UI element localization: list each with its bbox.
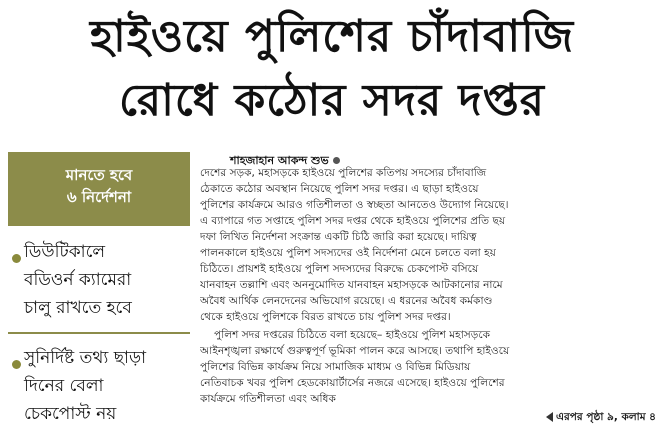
article-line: নেতিবাচক খবর পুলিশ হেডকোয়ার্টার্সের নজরে এসেছে। হাইওয়ে পুলিশের	[200, 377, 505, 389]
highlight-line: সুনির্দিষ্ট তথ্য ছাড়া	[24, 348, 147, 368]
headline-line-1: হাইওয়ে পুলিশের চাঁদাবাজি	[89, 11, 575, 62]
highlight-line: বডিওর্ন ক্যামেরা	[24, 270, 132, 290]
article-line: ঠেকাতে কঠোর অবস্থান নিয়েছে পুলিশ সদর দপ্তর। এ ছাড়া হাইওয়ে	[200, 183, 479, 195]
highlight-line: চেকপোস্ট নয়	[24, 404, 117, 424]
highlight-line: দিনের বেলা	[24, 376, 104, 396]
kicker-line: মানতে হবে	[65, 166, 133, 184]
article-line: দেশের সড়ক, মহাসড়কে হাইওয়ে পুলিশের কতিপয় সদস্যের চাঁদাবাজি	[200, 167, 487, 179]
article-line: আইনশৃঙ্খলা রক্ষার্থে গুরুত্বপূর্ণ ভূমিকা পালন করে আসছে। তথাপি হাইওয়ে	[200, 345, 510, 357]
article-line: পুলিশের কার্যক্রমে আরও গতিশীলতা ও স্বচ্ছতা আনতেও উদ্যোগ নিয়েছে।	[200, 199, 509, 211]
continuation-note	[546, 410, 656, 427]
article-line: এ ব্যাপারে গত সপ্তাহে পুলিশ সদর দপ্তর থেকে হাইওয়ে পুলিশের প্রতি ছয়	[200, 215, 506, 227]
article-line: দফা লিখিত নির্দেশনা সংক্রান্ত একটি চিঠি জারি করা হয়েছে। দায়িত্ব	[200, 231, 477, 243]
bullet-dot-icon	[12, 254, 21, 263]
sidebar-divider	[8, 332, 190, 334]
article-line: অবৈধ আর্থিক লেনদেনের অভিযোগ রয়েছে। এ ধরনের অবৈধ কর্মকাণ্ড	[200, 295, 493, 307]
article-line: চিঠিতে। প্রায়শই হাইওয়ে পুলিশ সদস্যদের বিরুদ্ধে চেকপোস্ট বসিয়ে	[200, 263, 479, 275]
continuation-text: এরপর পৃষ্ঠা ৯, কলাম ৪	[556, 411, 656, 423]
article-line: পুলিশের বিভিন্ন কার্যক্রম নিয়ে সামাজিক মাধ্যম ও বিভিন্ন মিডিয়ায়	[200, 361, 471, 373]
kicker-line: ৬ নির্দেশনা	[66, 188, 132, 206]
article-line: পুলিশ সদর দপ্তরের চিঠিতে বলা হয়েছে– হাইওয়ে পুলিশ মহাসড়কে	[214, 329, 491, 341]
article-line: পালনকালে হাইওয়ে পুলিশ সদস্যদের ওই নির্দেশনা মেনে চলতে বলা হয়	[200, 247, 496, 259]
highlight-line: ডিউটিকালে	[24, 242, 106, 262]
article-line: কার্যক্রমে গতিশীলতা এবং অধিক	[200, 393, 336, 405]
article-line: থেকে হাইওয়ে পুলিশকে বিরত রাখতে চায় পুলিশ সদর দপ্তর।	[200, 311, 451, 323]
byline-text: শাহজাহান আকন্দ শুভ	[230, 154, 329, 167]
sidebar-highlights	[8, 152, 190, 442]
article-body	[200, 152, 660, 442]
kicker-box	[8, 152, 190, 226]
headline-line-2: রোধে কঠোর সদর দপ্তর	[119, 75, 545, 126]
highlight-line: চালু রাখতে হবে	[24, 298, 132, 318]
byline-dot-icon	[333, 157, 340, 164]
arrow-left-icon	[546, 412, 553, 422]
article-line: যানবাহন তল্লাশি এবং অননুমোদিত যানবাহন মহাসড়কে আটকানোর নামে	[200, 279, 503, 291]
bullet-dot-icon	[12, 360, 21, 369]
